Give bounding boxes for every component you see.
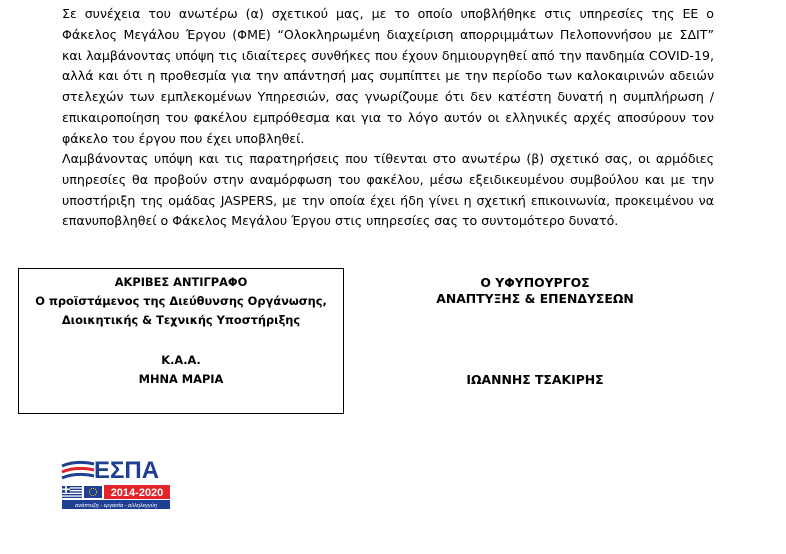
logo-swoosh-blue bbox=[62, 462, 94, 466]
certified-copy-title: ΑΚΡΙΒΕΣ ΑΝΤΙΓΡΑΦΟ bbox=[114, 275, 248, 289]
eu-flag-icon bbox=[84, 486, 102, 498]
logo-wordmark: ΕΣΠΑ bbox=[94, 457, 160, 484]
certified-copy-role-line-2: Διοικητικής & Τεχνικής Υποστήριξης bbox=[61, 312, 301, 327]
body-paragraph-2: Λαμβάνοντας υπόψη και τις παρατηρήσεις που τίθενται στο ανωτέρω (β) σχετικό σας, οι αρμόδιες υπηρεσίες θα προβούν στην αναμόρφωση του φακέλου, μέσω εξειδικευμένου συμβούλου και με την υποστήριξη της ομάδας JASPERS, με την οποία έχει ήδη γίνει η σχετική επικοινωνία, προκειμένου να επανυποβληθεί ο Φάκελος Μεγάλου Έργου στις υπηρεσίες σας το συντομότερο δυνατό. bbox=[62, 151, 714, 229]
espa-logo-graphic bbox=[56, 456, 176, 512]
greek-flag-icon bbox=[62, 486, 82, 498]
signatory-title-line-1: Ο ΥΦΥΠΟΥΡΓΟΣ bbox=[480, 275, 590, 290]
logo-swoosh-blue-2 bbox=[62, 474, 94, 478]
certified-copy-role-line-1: Ο προϊστάμενος της Διεύθυνσης Οργάνωσης, bbox=[35, 293, 327, 308]
logo-swoosh-red bbox=[62, 468, 94, 472]
certified-copy-name: ΜΗΝΑ ΜΑΡΙΑ bbox=[138, 371, 224, 386]
certified-copy-signature bbox=[19, 351, 343, 389]
certified-copy-header bbox=[19, 273, 343, 329]
logo-tagline: ανάπτυξη - εργασία - αλληλεγγύη bbox=[75, 503, 157, 509]
signatory-title-line-2: ΑΝΑΠΤΥΞΗΣ & ΕΠΕΝΔΥΣΕΩΝ bbox=[436, 291, 634, 306]
signatory-name: ΙΩΑΝΝΗΣ ΤΣΑΚΙΡΗΣ bbox=[466, 372, 604, 387]
signatory-title bbox=[400, 275, 670, 307]
body-paragraph-1: Σε συνέχεια του ανωτέρω (α) σχετικού μας, με το οποίο υποβλήθηκε στις υπηρεσίες της ΕΕ ο Φάκελος Μεγάλου Έργου (ΦΜΕ) “Ολοκληρωμένη διαχείριση απορριμμάτων Πελοποννήσου με ΣΔΙΤ” και λαμβάνοντας υπόψη τις ιδιαίτερες συνθήκες που έχουν δημιουργηθεί από την πανδημία COVID-19, αλλά και ότι η προθεσμία για την απάντησή μας συμπίπτει με την περίοδο των καλοκαιρινών αδειών στελεχών των εμπλεκομένων Υπηρεσιών, σας γνωρίζουμε ότι δεν κατέστη δυνατή η συμπλήρωση / επικαιροποίηση του φακέλου εμπρόθεσμα και για το λόγο αυτόν οι ελληνικές αρχές αποσύρουν τον φάκελο του έργου που έχει υποβληθεί. bbox=[62, 6, 714, 146]
espa-logo bbox=[56, 456, 176, 512]
certified-copy-abbrev: Κ.Α.Α. bbox=[161, 353, 201, 367]
logo-period: 2014-2020 bbox=[110, 487, 164, 499]
certified-copy-box bbox=[18, 268, 344, 414]
